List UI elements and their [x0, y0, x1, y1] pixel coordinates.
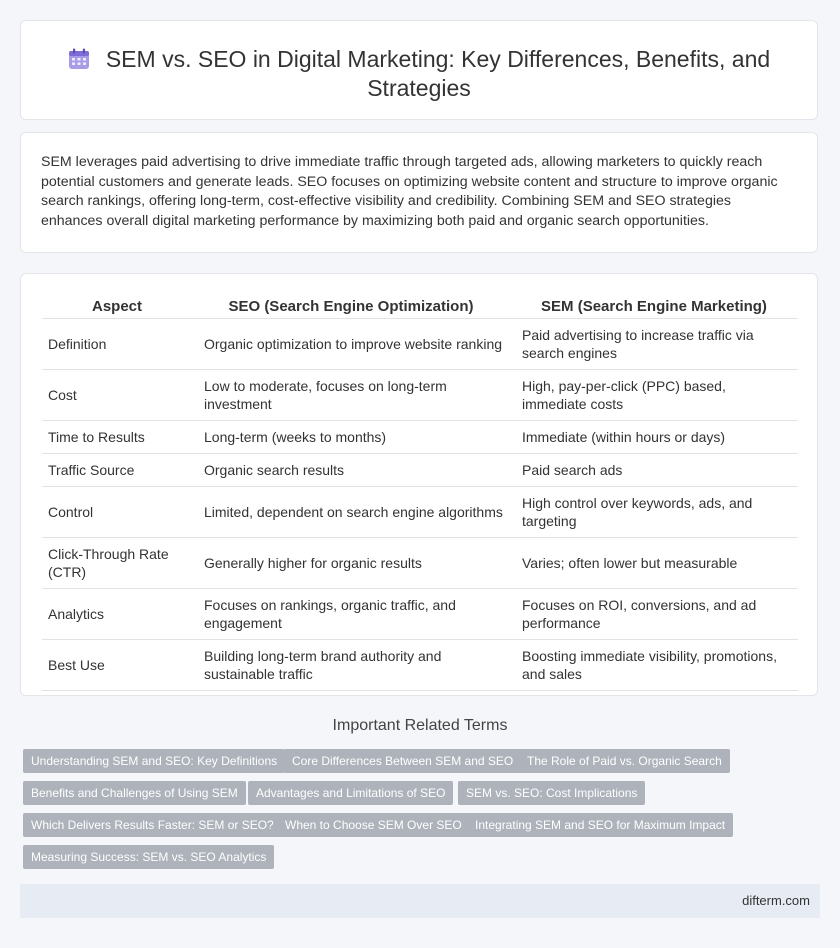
table-row	[42, 589, 798, 640]
header-sem: SEM (Search Engine Marketing)	[510, 294, 798, 319]
related-term-tag[interactable]: Which Delivers Results Faster: SEM or SEO?	[23, 813, 282, 837]
table-row	[42, 421, 798, 454]
cell-aspect: Traffic Source	[42, 454, 192, 487]
title-line-1: SEM vs. SEO in Digital Marketing: Key Differences, Benefits, and	[105, 46, 771, 72]
table-row	[42, 454, 798, 487]
cell-sem: Paid search ads	[510, 454, 798, 487]
table-header-row	[42, 294, 798, 319]
related-terms-title: Important Related Terms	[332, 717, 508, 734]
comparison-table	[42, 294, 798, 691]
cell-seo: Organic optimization to improve website ranking	[192, 319, 510, 370]
cell-aspect: Analytics	[42, 589, 192, 640]
cell-aspect: Control	[42, 487, 192, 538]
table-row	[42, 538, 798, 589]
related-term-tag[interactable]: The Role of Paid vs. Organic Search	[519, 749, 730, 773]
intro-card	[20, 132, 818, 253]
cell-seo: Long-term (weeks to months)	[192, 421, 510, 454]
table-row	[42, 640, 798, 691]
cell-sem: Boosting immediate visibility, promotions, and sales	[510, 640, 798, 691]
cell-aspect: Definition	[42, 319, 192, 370]
cell-seo: Building long-term brand authority and sustainable traffic	[192, 640, 510, 691]
cell-seo: Limited, dependent on search engine algorithms	[192, 487, 510, 538]
cell-aspect: Cost	[42, 370, 192, 421]
related-term-tag[interactable]: SEM vs. SEO: Cost Implications	[458, 781, 645, 805]
related-term-tag[interactable]: Understanding SEM and SEO: Key Definitions	[23, 749, 285, 773]
cell-sem: Varies; often lower but measurable	[510, 538, 798, 589]
related-term-tag[interactable]: Advantages and Limitations of SEO	[248, 781, 453, 805]
related-term-tag[interactable]: Core Differences Between SEM and SEO	[284, 749, 521, 773]
header-seo: SEO (Search Engine Optimization)	[192, 294, 510, 319]
cell-aspect: Click-Through Rate (CTR)	[42, 538, 192, 589]
cell-seo: Focuses on rankings, organic traffic, and engagement	[192, 589, 510, 640]
title-card	[20, 20, 818, 120]
cell-sem: Immediate (within hours or days)	[510, 421, 798, 454]
page-title	[21, 45, 817, 103]
comparison-card	[20, 273, 818, 696]
table-row	[42, 487, 798, 538]
cell-sem: Focuses on ROI, conversions, and ad performance	[510, 589, 798, 640]
related-term-tag[interactable]: When to Choose SEM Over SEO	[277, 813, 470, 837]
cell-sem: High, pay-per-click (PPC) based, immediate costs	[510, 370, 798, 421]
table-row	[42, 319, 798, 370]
header-aspect: Aspect	[42, 294, 192, 319]
table-row	[42, 370, 798, 421]
cell-sem: Paid advertising to increase traffic via search engines	[510, 319, 798, 370]
intro-paragraph: SEM leverages paid advertising to drive immediate traffic through targeted ads, allowing marketers to quickly reach potential customers and generate leads. SEO focuses on optimizing website content and structure to improve organic search rankings, offering long-term, cost-effective visibility and credibility. Combining SEM and SEO strategies enhances overall digital marketing performance by maximizing both paid and organic search opportunities.	[41, 154, 778, 229]
footer-bar	[20, 884, 820, 918]
cell-aspect: Best Use	[42, 640, 192, 691]
calendar-grid-icon	[68, 48, 90, 70]
cell-seo: Low to moderate, focuses on long-term investment	[192, 370, 510, 421]
footer-site-link[interactable]: difterm.com	[742, 893, 810, 908]
cell-aspect: Time to Results	[42, 421, 192, 454]
related-term-tag[interactable]: Benefits and Challenges of Using SEM	[23, 781, 246, 805]
title-line-2: Strategies	[367, 75, 471, 101]
cell-sem: High control over keywords, ads, and targeting	[510, 487, 798, 538]
related-term-tag[interactable]: Measuring Success: SEM vs. SEO Analytics	[23, 845, 274, 869]
cell-seo: Generally higher for organic results	[192, 538, 510, 589]
cell-seo: Organic search results	[192, 454, 510, 487]
related-term-tag[interactable]: Integrating SEM and SEO for Maximum Impact	[467, 813, 733, 837]
